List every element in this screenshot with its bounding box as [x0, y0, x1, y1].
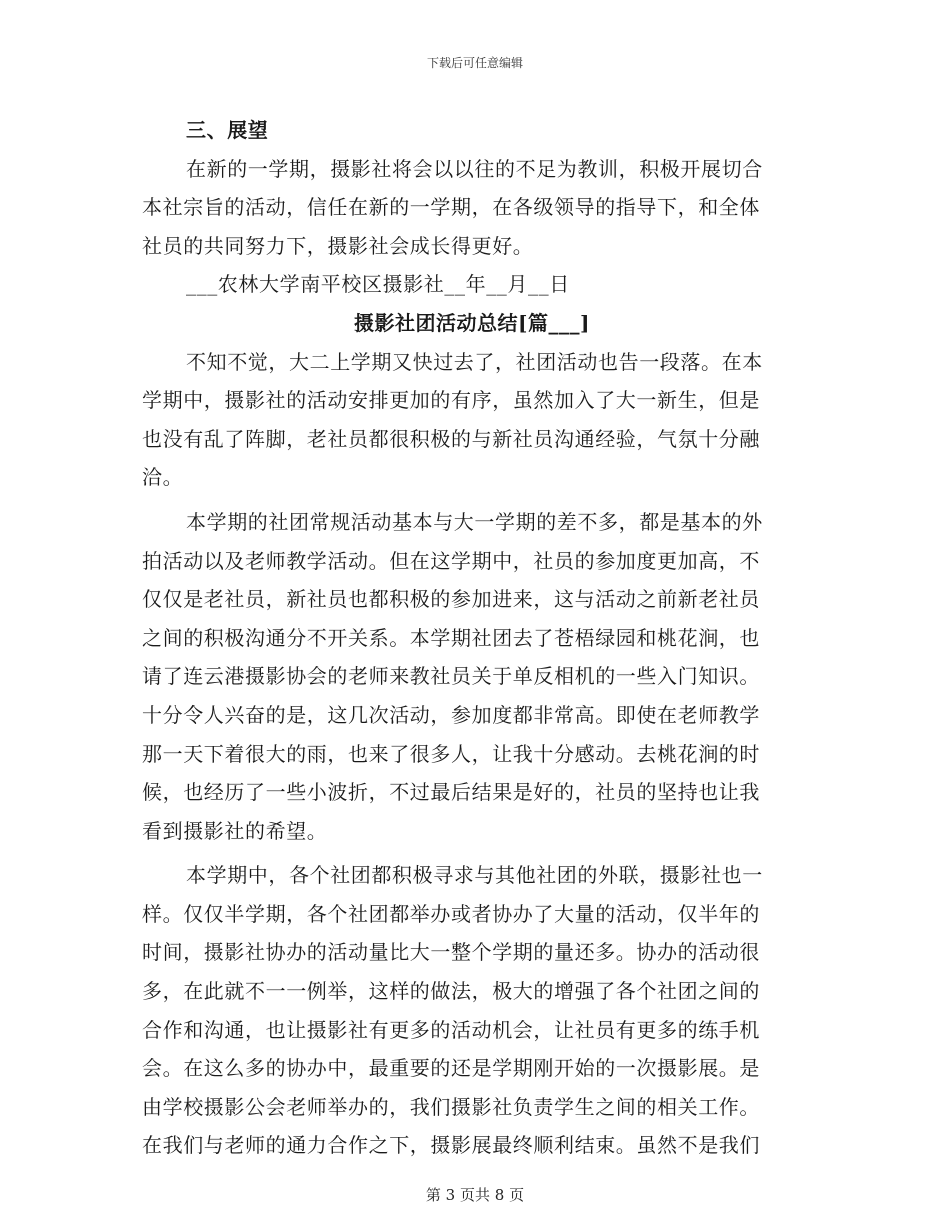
paragraph-line: 由学校摄影公会老师举办的，我们摄影社负责学生之间的相关工作。 — [142, 1094, 760, 1119]
paragraph-line: 时间，摄影社协办的活动量比大一整个学期的量还多。协办的活动很 — [142, 940, 760, 965]
paragraph-line: 之间的积极沟通分不开关系。本学期社团去了苍梧绿园和桃花涧，也 — [142, 625, 760, 650]
paragraph-line: 不知不觉，大二上学期又快过去了，社团活动也告一段落。在本 — [186, 349, 763, 374]
paragraph-line: 请了连云港摄影协会的老师来教社员关于单反相机的一些入门知识。 — [142, 664, 760, 689]
paragraph-line: 看到摄影社的希望。 — [142, 818, 328, 843]
paragraph-line: 本学期中，各个社团都积极寻求与其他社团的外联，摄影社也一 — [186, 863, 763, 888]
paragraph-line: 学期中，摄影社的活动安排更加的有序，虽然加入了大一新生，但是 — [142, 388, 760, 413]
paragraph-line: 多，在此就不一一例举，这样的做法，极大的增强了各个社团之间的 — [142, 979, 760, 1004]
paragraph-line: 样。仅仅半学期，各个社团都举办或者协办了大量的活动，仅半年的 — [142, 901, 760, 926]
paragraph-line: 在我们与老师的通力合作之下，摄影展最终顺利结束。虽然不是我们 — [142, 1133, 760, 1158]
page-header-note: 下载后可任意编辑 — [426, 56, 523, 70]
paragraph-line: 本社宗旨的活动，信任在新的一学期，在各级领导的指导下，和全体 — [142, 195, 760, 220]
paragraph-line: 候，也经历了一些小波折，不过最后结果是好的，社员的坚持也让我 — [142, 780, 760, 805]
section-heading: 三、展望 — [186, 118, 269, 142]
article-title: 摄影社团活动总结[篇___] — [354, 310, 590, 335]
paragraph-line: 本学期的社团常规活动基本与大一学期的差不多，都是基本的外 — [186, 509, 763, 534]
signature-line: ___农林大学南平校区摄影社__年__月__日 — [186, 272, 570, 297]
paragraph-line: 仅仅是老社员，新社员也都积极的参加进来，这与活动之前新老社员 — [142, 587, 760, 612]
paragraph-line: 也没有乱了阵脚，老社员都很积极的与新社员沟通经验，气氛十分融 — [142, 426, 760, 451]
paragraph-line: 会。在这么多的协办中，最重要的还是学期刚开始的一次摄影展。是 — [142, 1056, 760, 1081]
paragraph-line: 社员的共同努力下，摄影社会成长得更好。 — [142, 233, 534, 258]
paragraph-line: 拍活动以及老师教学活动。但在这学期中，社员的参加度更加高，不 — [142, 548, 760, 573]
paragraph-line: 合作和沟通，也让摄影社有更多的活动机会，让社员有更多的练手机 — [142, 1017, 760, 1042]
paragraph-line: 洽。 — [142, 465, 184, 490]
paragraph-line: 十分令人兴奋的是，这几次活动，参加度都非常高。即使在老师教学 — [142, 702, 760, 727]
document-body — [142, 111, 802, 1165]
paragraph-line: 在新的一学期，摄影社将会以以往的不足为教训，积极开展切合 — [186, 156, 763, 181]
paragraph-line: 那一天下着很大的雨，也来了很多人，让我十分感动。去桃花涧的时 — [142, 741, 760, 766]
page-number-footer: 第 3 页共 8 页 — [425, 1186, 525, 1204]
